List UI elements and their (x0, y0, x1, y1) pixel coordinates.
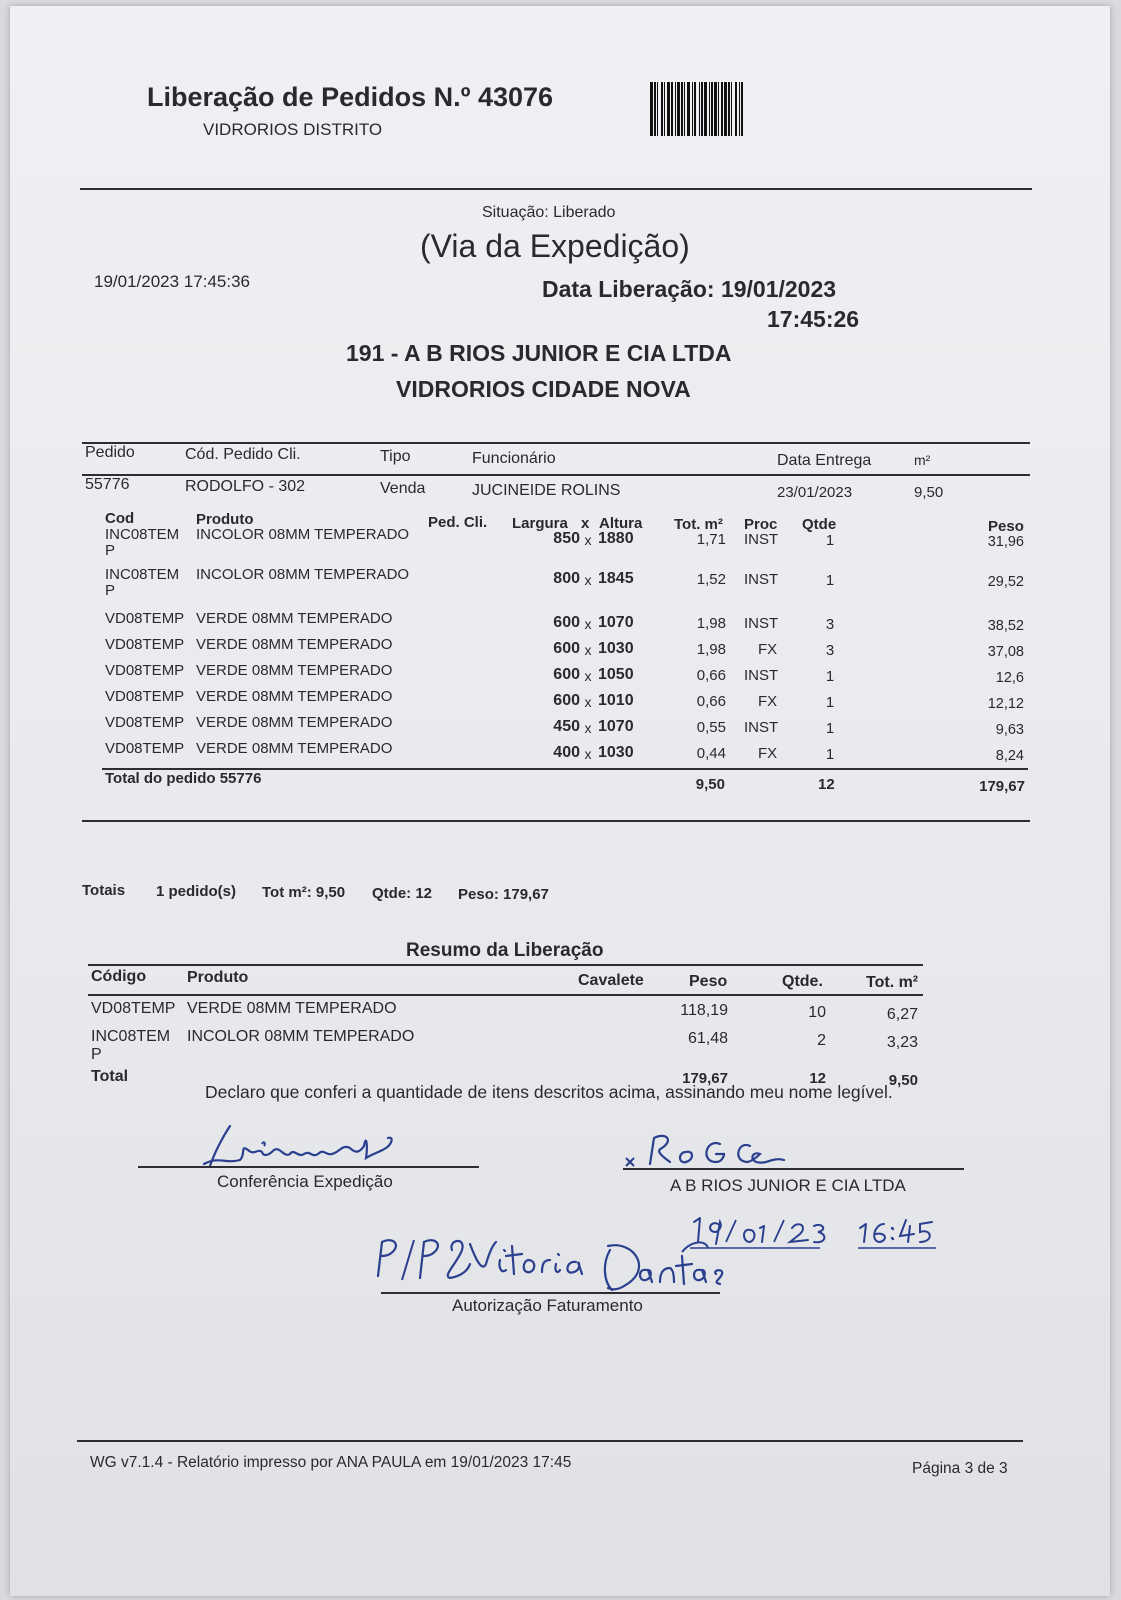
col-proc: Proc (744, 516, 778, 533)
item-produto: VERDE 08MM TEMPERADO (196, 662, 393, 679)
order-total-label: Total do pedido 55776 (105, 770, 262, 787)
col-largura: Largura (512, 515, 568, 532)
barcode-bar (699, 82, 700, 136)
item-qtde: 1 (825, 720, 835, 737)
summary-qtde: 2 (817, 1032, 826, 1049)
summary-produto: VERDE 08MM TEMPERADO (187, 1000, 397, 1017)
item-proc: INST (744, 667, 779, 684)
col-tipo: Tipo (380, 448, 411, 465)
item-proc: FX (758, 641, 778, 658)
item-cod: INC08TEM (105, 526, 180, 543)
item-cod: VD08TEMP (105, 714, 185, 731)
item-x: x (584, 572, 592, 588)
barcode-bar (667, 82, 670, 136)
item-produto: VERDE 08MM TEMPERADO (196, 636, 393, 653)
item-cod: INC08TEM (105, 566, 180, 583)
signature-roger (620, 1126, 800, 1172)
item-cod: VD08TEMP (105, 636, 185, 653)
barcode-bar (741, 82, 743, 136)
summary-total-qtde: 12 (809, 1070, 826, 1087)
footer-page-number: Página 3 de 3 (912, 1460, 1008, 1477)
item-qtde: 3 (825, 616, 835, 633)
item-altura: 1030 (598, 640, 634, 657)
barcode-bar (657, 82, 658, 136)
barcode-bar (677, 82, 680, 136)
barcode-bar (650, 82, 653, 136)
summary-col-qtde: Qtde. (782, 973, 823, 990)
item-qtde: 1 (825, 572, 835, 589)
item-altura: 1030 (598, 744, 634, 761)
barcode-bar (731, 82, 732, 136)
summary-produto: INCOLOR 08MM TEMPERADO (187, 1028, 415, 1045)
item-cod-continuation: P (105, 542, 116, 559)
item-tot-m2: 1,98 (696, 615, 726, 632)
summary-total-m2: 9,50 (888, 1072, 918, 1089)
totals-m2: Tot m²: 9,50 (262, 884, 346, 901)
divider (80, 188, 1032, 190)
divider (82, 474, 1030, 476)
barcode-bar (711, 82, 713, 136)
summary-codigo: VD08TEMP (91, 1000, 176, 1017)
item-peso: 31,96 (987, 534, 1024, 550)
item-produto: VERDE 08MM TEMPERADO (196, 740, 393, 757)
order-m2: 9,50 (914, 484, 944, 501)
summary-title: Resumo da Liberação (406, 940, 604, 961)
barcode-bar (687, 82, 690, 136)
item-peso: 12,12 (987, 696, 1024, 712)
item-qtde: 1 (825, 668, 835, 685)
release-date: Data Liberação: 19/01/2023 (542, 276, 837, 302)
item-tot-m2: 0,44 (696, 745, 726, 762)
barcode-bar (728, 82, 730, 136)
item-largura: 850 (553, 530, 580, 547)
totals-pedidos: 1 pedido(s) (156, 883, 237, 900)
handwritten-date (670, 1206, 940, 1256)
signature-line-left (138, 1166, 479, 1168)
item-largura: 600 (553, 666, 580, 683)
summary-codigo: INC08TEM (91, 1028, 171, 1045)
item-proc: FX (758, 693, 778, 710)
item-cod: VD08TEMP (105, 740, 185, 757)
item-tot-m2: 0,55 (696, 719, 726, 736)
item-altura: 1050 (598, 666, 634, 683)
divider (82, 442, 1030, 444)
item-proc: FX (758, 745, 778, 762)
item-qtde: 1 (825, 532, 835, 549)
summary-col-codigo: Código (91, 968, 147, 985)
item-proc: INST (744, 531, 779, 548)
item-x: x (584, 746, 592, 762)
col-produto: Produto (196, 511, 254, 528)
item-peso: 9,63 (995, 722, 1024, 738)
item-x: x (584, 616, 592, 632)
item-produto: INCOLOR 08MM TEMPERADO (196, 526, 410, 543)
item-peso: 38,52 (987, 618, 1024, 634)
col-altura: Altura (599, 515, 643, 532)
document-page (10, 6, 1110, 1596)
footer-divider (77, 1440, 1023, 1442)
divider (88, 964, 923, 966)
order-total-peso: 179,67 (979, 778, 1025, 795)
item-x: x (584, 694, 592, 710)
summary-tot-m2: 6,27 (886, 1006, 918, 1023)
signature-line-right (623, 1168, 964, 1170)
summary-col-produto: Produto (187, 969, 249, 986)
item-altura: 1070 (598, 718, 634, 735)
client-store: VIDRORIOS CIDADE NOVA (396, 376, 691, 402)
item-x: x (584, 642, 592, 658)
item-tot-m2: 0,66 (696, 667, 726, 684)
barcode-bar (684, 82, 685, 136)
barcode-bar (735, 82, 737, 136)
item-largura: 400 (553, 744, 580, 761)
item-produto: INCOLOR 08MM TEMPERADO (196, 566, 410, 583)
col-tot-m2: Tot. m² (674, 516, 723, 533)
item-x: x (584, 720, 592, 736)
barcode-bar (724, 82, 727, 136)
status-text: Situação: Liberado (482, 204, 616, 221)
summary-col-peso: Peso (689, 973, 728, 990)
item-altura: 1010 (598, 692, 634, 709)
footer-report-info: WG v7.1.4 - Relatório impresso por ANA PAULA em 19/01/2023 17:45 (90, 1454, 572, 1471)
col-qtde: Qtde (802, 516, 837, 533)
summary-col-cavalete: Cavalete (578, 972, 644, 989)
employee: JUCINEIDE ROLINS (472, 482, 621, 499)
item-altura: 1845 (598, 570, 634, 587)
totals-qtde: Qtde: 12 (372, 885, 433, 902)
col-x: x (581, 515, 590, 532)
summary-total-label: Total (91, 1068, 129, 1085)
item-cod: VD08TEMP (105, 610, 185, 627)
item-largura: 800 (553, 570, 580, 587)
copy-label: (Via da Expedição) (420, 228, 690, 264)
signature-label-right: A B RIOS JUNIOR E CIA LTDA (670, 1176, 906, 1195)
summary-qtde: 10 (808, 1004, 826, 1021)
document-title: Liberação de Pedidos N.º 43076 (147, 82, 554, 112)
col-cod: Cod (105, 510, 135, 527)
order-type: Venda (380, 480, 426, 497)
barcode-bar (721, 82, 723, 136)
item-cod: VD08TEMP (105, 688, 185, 705)
item-qtde: 1 (825, 746, 835, 763)
col-pedido: Pedido (85, 444, 135, 461)
col-peso: Peso (988, 518, 1024, 535)
barcode-bar (675, 82, 676, 136)
item-qtde: 1 (825, 694, 835, 711)
totals-label: Totais (82, 882, 126, 899)
barcode-bar (692, 82, 693, 136)
summary-total-peso: 179,67 (682, 1070, 728, 1087)
release-time: 17:45:26 (767, 306, 860, 332)
item-largura: 450 (553, 718, 580, 735)
barcode-bar (718, 82, 719, 136)
col-funcionario: Funcionário (472, 450, 556, 467)
item-cod-continuation: P (105, 582, 116, 599)
item-tot-m2: 0,66 (696, 693, 726, 710)
barcode-bar (681, 82, 683, 136)
summary-peso: 61,48 (687, 1030, 728, 1047)
signature-line-auth (381, 1292, 720, 1294)
item-largura: 600 (553, 640, 580, 657)
barcode-bar (709, 82, 710, 136)
totals-peso: Peso: 179,67 (458, 886, 549, 903)
item-produto: VERDE 08MM TEMPERADO (196, 714, 393, 731)
printed-timestamp: 19/01/2023 17:45:36 (94, 272, 250, 291)
barcode-bar (714, 82, 717, 136)
item-proc: INST (744, 719, 779, 736)
signature-leonardo (200, 1114, 420, 1174)
order-total-m2: 9,50 (695, 776, 725, 793)
col-data-entrega: Data Entrega (777, 452, 872, 469)
item-peso: 37,08 (987, 644, 1024, 660)
declaration-text: Declaro que conferi a quantidade de itens descritos acima, assinando meu nome legível. (205, 1082, 893, 1102)
item-altura: 1880 (598, 530, 634, 547)
item-largura: 600 (553, 692, 580, 709)
item-peso: 8,24 (995, 748, 1024, 764)
order-total-qtde: 12 (818, 776, 835, 793)
summary-tot-m2: 3,23 (886, 1034, 918, 1051)
item-largura: 600 (553, 614, 580, 631)
item-peso: 29,52 (987, 574, 1024, 590)
item-proc: INST (744, 571, 779, 588)
item-tot-m2: 1,52 (696, 571, 726, 588)
summary-codigo-continuation: P (91, 1046, 102, 1063)
item-produto: VERDE 08MM TEMPERADO (196, 688, 393, 705)
col-cod-pedido-cli: Cód. Pedido Cli. (185, 446, 301, 463)
item-x: x (584, 668, 592, 684)
barcode-bar (694, 82, 696, 136)
barcode-bar (701, 82, 703, 136)
item-tot-m2: 1,71 (696, 531, 726, 548)
barcode-bar (671, 82, 673, 136)
barcode-bar (664, 82, 665, 136)
signature-label-left: Conferência Expedição (217, 1172, 393, 1191)
item-produto: VERDE 08MM TEMPERADO (196, 610, 393, 627)
item-tot-m2: 1,98 (696, 641, 726, 658)
barcode-bar (654, 82, 656, 136)
barcode (648, 82, 818, 138)
barcode-bar (739, 82, 740, 136)
item-proc: INST (744, 615, 779, 632)
divider (82, 820, 1030, 822)
order-number: 55776 (85, 476, 130, 493)
summary-col-tot-m2: Tot. m² (866, 974, 919, 991)
item-peso: 12,6 (995, 670, 1024, 686)
summary-peso: 118,19 (680, 1002, 728, 1019)
delivery-date: 23/01/2023 (777, 484, 853, 501)
item-qtde: 3 (825, 642, 835, 659)
signature-label-auth: Autorização Faturamento (452, 1296, 643, 1315)
item-x: x (584, 532, 592, 548)
client-name: 191 - A B RIOS JUNIOR E CIA LTDA (346, 340, 732, 366)
divider (88, 994, 923, 996)
barcode-bar (661, 82, 663, 136)
col-m2: m² (914, 452, 931, 468)
item-cod: VD08TEMP (105, 662, 185, 679)
col-ped-cli: Ped. Cli. (428, 514, 488, 531)
company-name: VIDRORIOS DISTRITO (203, 120, 383, 139)
item-altura: 1070 (598, 614, 634, 631)
client-order-code: RODOLFO - 302 (185, 478, 306, 495)
barcode-bar (704, 82, 707, 136)
